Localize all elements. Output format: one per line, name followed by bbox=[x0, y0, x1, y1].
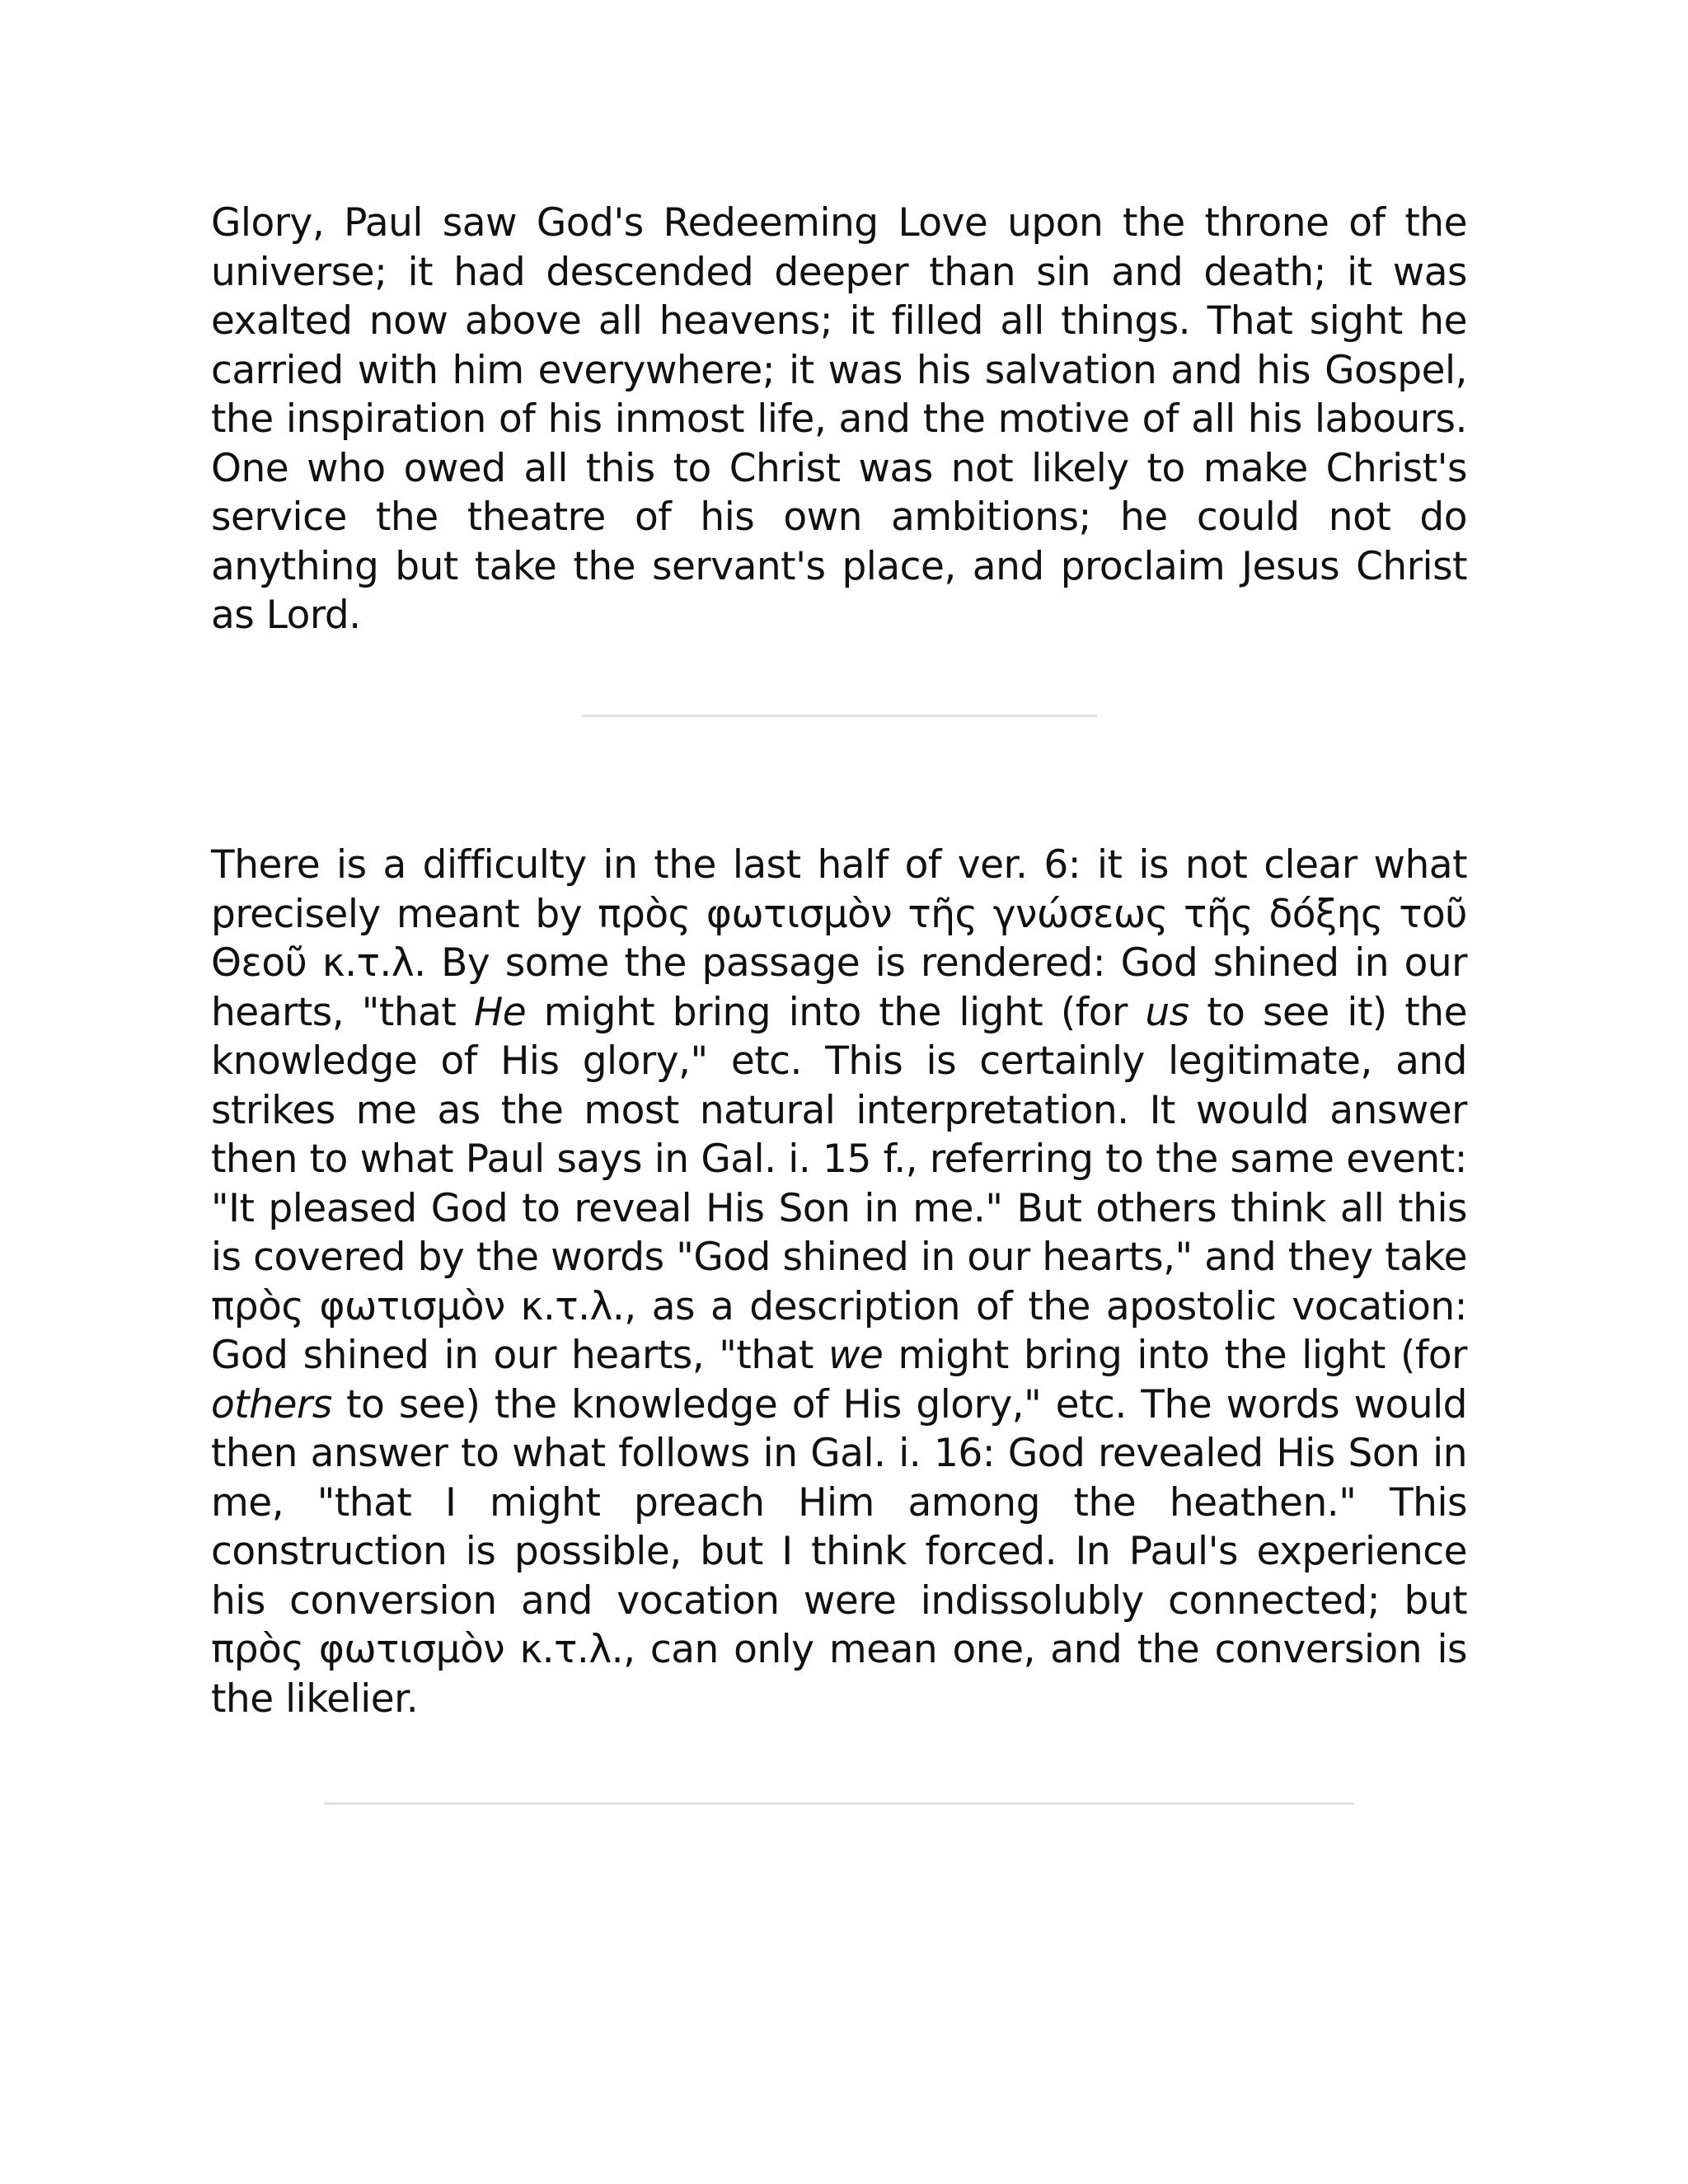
paragraph-1: Glory, Paul saw God's Redeeming Love upon the throne of the universe; it had descended deeper than sin and death; it was exalted now above all heavens; it filled all things. That sight he carried with him everywhere; it was his salvation and his Gospel, the inspiration of his inmost life, and the motive of all his labours. One who owed all this to Christ was not likely to make Christ's service the theatre of his own ambitions; he could not do anything but take the servant's place, and proclaim Jesus Christ as Lord. bbox=[211, 200, 1467, 638]
paragraph-2-text: There is a difficulty in the last half of ver. 6: it is not clear what precisely meant by πρὸς φωτισμὸν τῆς γνώσεως τῆς δόξης τοῦ Θεοῦ κ.τ.λ. By some the passage is rendered: God shined in our hearts, "that bbox=[211, 842, 1467, 1035]
section-divider bbox=[582, 715, 1097, 717]
emphasis-us: us bbox=[1145, 989, 1189, 1035]
emphasis-he: He bbox=[473, 989, 527, 1035]
section-divider bbox=[324, 1802, 1354, 1805]
paragraph-2-text: to see) the knowledge of His glory," etc. The words would then answer to what follows in Gal. i. 16: God revealed His Son in me, "that I might preach Him among the heathen." This construction is possible, but I think forced. In Paul's experience his conversion and vocation were indissolubly connected; but πρὸς φωτισμὸν κ.τ.λ., can only mean one, and the conversion is the likelier. bbox=[211, 1381, 1467, 1722]
emphasis-we: we bbox=[828, 1333, 884, 1378]
paragraph-2 bbox=[211, 841, 1467, 1723]
paragraph-2-text: might bring into the light (for bbox=[526, 989, 1146, 1035]
emphasis-others: others bbox=[211, 1381, 332, 1427]
paragraph-2-text: to see it) the knowledge of His glory," etc. This is certainly legitimate, and strikes me as the most natural interpretation. It would answer then to what Paul says in Gal. i. 15 f., referring to the same event: "It pleased God to reveal His Son in me." But others think all this is covered by the words "God shined in our hearts," and they take πρὸς φωτισμὸν κ.τ.λ., as a description of the apostolic vocation: God shined in our hearts, "that bbox=[211, 989, 1467, 1378]
paragraph-2-text: might bring into the light (for bbox=[883, 1333, 1467, 1378]
